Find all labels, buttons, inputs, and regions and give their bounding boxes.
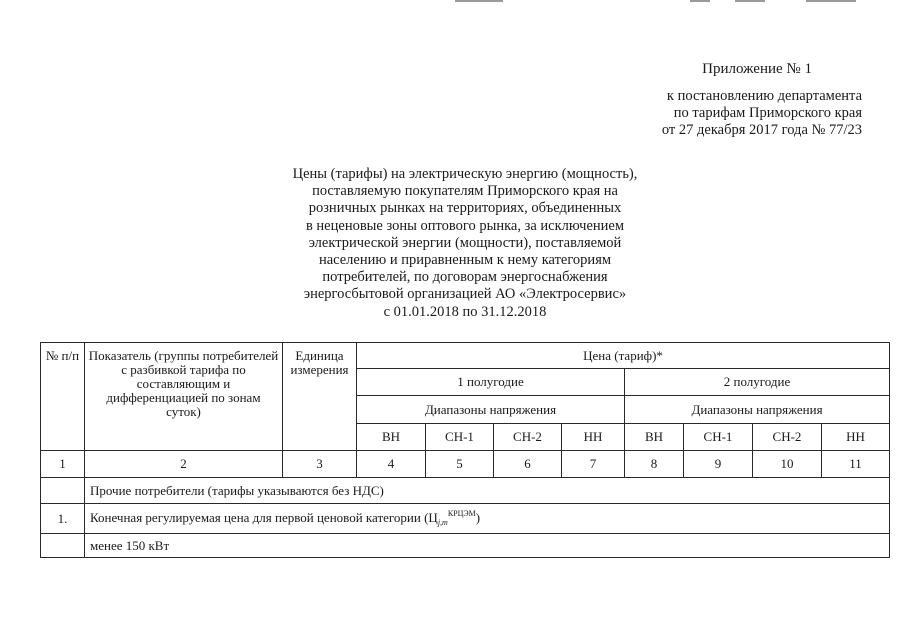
- appendix-number: Приложение № 1: [702, 61, 812, 77]
- column-number: 1: [41, 451, 85, 478]
- appendix-block: [600, 60, 862, 139]
- appendix-line: к постановлению департамента: [666, 88, 862, 104]
- header-voltage-ranges: Диапазоны напряжения: [625, 396, 890, 424]
- voltage-sn2: СН-2: [753, 424, 822, 451]
- appendix-line: по тарифам Приморского края: [673, 105, 862, 121]
- row-num-empty: [41, 534, 85, 558]
- title-line: Цены (тарифы) на электрическую энергию (мощность),: [292, 166, 638, 182]
- column-number: 10: [753, 451, 822, 478]
- header-indicator: Показатель (группы потребителей с разбивкой тарифа по составляющим и дифференциацией по зонам суток): [85, 343, 283, 451]
- voltage-sn1: СН-1: [426, 424, 494, 451]
- column-number: 4: [357, 451, 426, 478]
- voltage-vn: ВН: [357, 424, 426, 451]
- voltage-sn2: СН-2: [494, 424, 562, 451]
- title-line: энергосбытовой организацией АО «Электросервис»: [303, 286, 627, 303]
- header-unit: Единица измерения: [283, 343, 357, 451]
- row-item1-num: 1.: [41, 504, 85, 534]
- row-num-empty: [41, 478, 85, 504]
- voltage-sn1: СН-1: [684, 424, 753, 451]
- item1-text: Конечная регулируемая цена для первой ценовой категории (Ц: [90, 510, 438, 525]
- title-line: в неценовые зоны оптового рынка, за исключением: [305, 217, 625, 234]
- header-voltage-ranges: Диапазоны напряжения: [357, 396, 625, 424]
- item1-sub: j,m: [437, 518, 448, 527]
- column-number: 3: [283, 451, 357, 478]
- item1-close: ): [475, 510, 481, 525]
- column-number: 8: [625, 451, 684, 478]
- header-half-2: 2 полугодие: [625, 369, 890, 396]
- header-price: Цена (тариф)*: [357, 343, 890, 369]
- item1-sup: КРЦЭМ: [447, 509, 476, 518]
- title-line: розничных рынках на территориях, объединенных: [308, 200, 622, 217]
- row-less-150kw: менее 150 кВт: [85, 534, 890, 558]
- column-number: 7: [562, 451, 625, 478]
- column-number: 2: [85, 451, 283, 478]
- voltage-nn: НН: [822, 424, 890, 451]
- header-half-1: 1 полугодие: [357, 369, 625, 396]
- column-number: 5: [426, 451, 494, 478]
- title-line: электрической энергии (мощности), поставляемой: [308, 234, 622, 251]
- column-number: 9: [684, 451, 753, 478]
- title-line: потребителей, по договорам энергоснабжения: [322, 269, 608, 286]
- voltage-nn: НН: [562, 424, 625, 451]
- header-num: № п/п: [41, 343, 85, 451]
- tariff-table: [40, 342, 890, 558]
- appendix-line: от 27 декабря 2017 года № 77/23: [661, 122, 862, 138]
- voltage-vn: ВН: [625, 424, 684, 451]
- title-line: поставляемую покупателям Приморского края на: [312, 183, 618, 200]
- document-title: [255, 166, 675, 321]
- column-number: 11: [822, 451, 890, 478]
- column-number: 6: [494, 451, 562, 478]
- row-other-consumers: Прочие потребители (тарифы указываются без НДС): [85, 478, 890, 504]
- row-item1-label: [85, 504, 890, 534]
- title-line: с 01.01.2018 по 31.12.2018: [383, 303, 547, 320]
- title-line: населению и приравненным к нему категориям: [318, 252, 612, 269]
